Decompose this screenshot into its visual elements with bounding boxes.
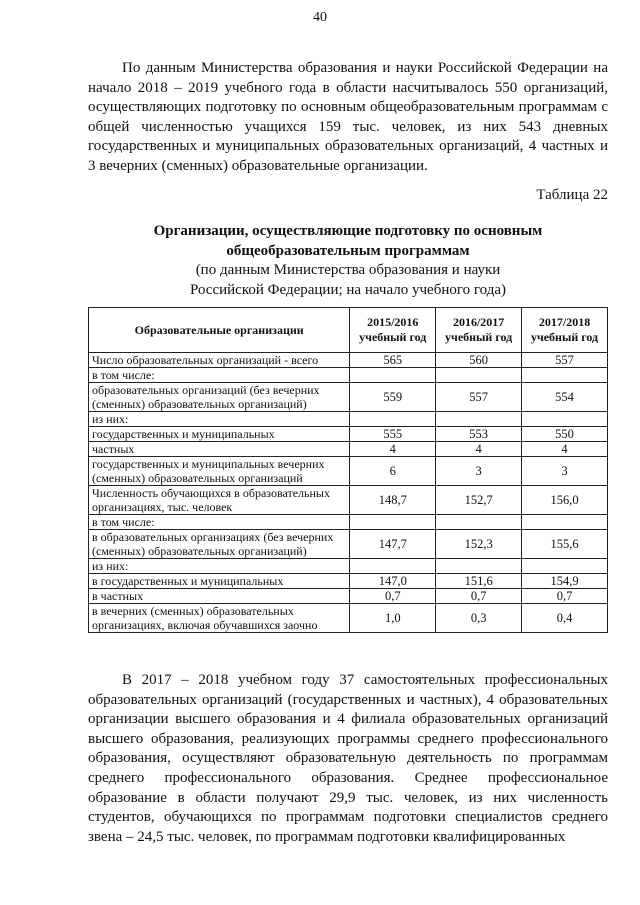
cell-value: 0,3 — [436, 604, 522, 633]
cell-value — [350, 412, 436, 427]
table-row — [89, 457, 608, 486]
cell-value: 156,0 — [522, 486, 608, 515]
row-label: в образовательных организациях (без вечерних (сменных) образовательных организаций) — [89, 530, 350, 559]
intro-paragraph: По данным Министерства образования и науки Российской Федерации на начало 2018 – 2019 учебного года в области насчитывалось 550 организаций, осуществляющих подготовку по основным общеобразовательным программам с общей численностью учащихся 159 тыс. человек, из них 543 дневных государственных и муниципальных образовательных организаций, 4 частных и 3 вечерних (сменных) образовательные организации. — [88, 60, 608, 174]
cell-value: 554 — [522, 383, 608, 412]
cell-value: 560 — [436, 353, 522, 368]
row-label: в том числе: — [89, 368, 350, 383]
cell-value: 147,0 — [350, 574, 436, 589]
table-subtitle-line-2: Российской Федерации; на начало учебного года) — [189, 281, 507, 298]
cell-value — [522, 368, 608, 383]
row-label: образовательных организаций (без вечерних (сменных) образовательных организаций) — [89, 383, 350, 412]
column-header: 2016/2017 учебный год — [436, 308, 522, 353]
cell-value — [522, 515, 608, 530]
cell-value: 1,0 — [350, 604, 436, 633]
cell-value: 555 — [350, 427, 436, 442]
cell-value: 4 — [436, 442, 522, 457]
table-row — [89, 383, 608, 412]
table-row — [89, 530, 608, 559]
table-row — [89, 368, 608, 383]
table-row — [89, 442, 608, 457]
table-row — [89, 486, 608, 515]
row-label: государственных и муниципальных — [89, 427, 350, 442]
table-row — [89, 427, 608, 442]
table-row — [89, 604, 608, 633]
organizations-table — [88, 307, 608, 633]
cell-value: 557 — [522, 353, 608, 368]
row-label: государственных и муниципальных вечерних (сменных) образовательных организаций — [89, 457, 350, 486]
row-label: Численность обучающихся в образовательных организациях, тыс. человек — [89, 486, 350, 515]
row-label: в государственных и муниципальных — [89, 574, 350, 589]
cell-value: 0,7 — [436, 589, 522, 604]
cell-value: 0,4 — [522, 604, 608, 633]
cell-value: 6 — [350, 457, 436, 486]
table-title-line-2: общеобразовательным программам — [226, 242, 470, 259]
column-header: 2015/2016 учебный год — [350, 308, 436, 353]
cell-value — [522, 559, 608, 574]
cell-value — [436, 368, 522, 383]
second-paragraph: В 2017 – 2018 учебном году 37 самостоятельных профессиональных образовательных организаций (государственных и частных), 4 образовательных организации высшего образования и 4 филиала образовательных организаций высшего образования, реализующих программы среднего профессионального образования, осуществляют образовательную деятельность по программам среднего профессионального образования. Среднее профессиональное образование в области получают 29,9 тыс. человек, из них численность студентов, обучающихся по программам подготовки специалистов среднего звена – 24,5 тыс. человек, по программам подготовки квалифицированных — [88, 672, 608, 845]
cell-value — [350, 368, 436, 383]
cell-value: 559 — [350, 383, 436, 412]
page-number: 40 — [313, 10, 327, 25]
table-title-line-1: Организации, осуществляющие подготовку по основным — [153, 223, 543, 239]
table-row — [89, 574, 608, 589]
column-header: Образовательные организации — [89, 308, 350, 353]
table-row — [89, 559, 608, 574]
cell-value: 4 — [350, 442, 436, 457]
table-row — [89, 353, 608, 368]
cell-value: 3 — [522, 457, 608, 486]
cell-value — [350, 515, 436, 530]
cell-value: 0,7 — [350, 589, 436, 604]
table-caption — [88, 222, 608, 300]
row-label: Число образовательных организаций - всего — [89, 353, 350, 368]
cell-value — [436, 515, 522, 530]
cell-value: 565 — [350, 353, 436, 368]
cell-value: 4 — [522, 442, 608, 457]
cell-value: 557 — [436, 383, 522, 412]
cell-value: 148,7 — [350, 486, 436, 515]
table-number: Таблица 22 — [536, 187, 608, 203]
cell-value — [436, 412, 522, 427]
table-row — [89, 412, 608, 427]
cell-value: 151,6 — [436, 574, 522, 589]
table-subtitle-line-1: (по данным Министерства образования и науки — [195, 262, 501, 278]
table-row — [89, 515, 608, 530]
cell-value: 553 — [436, 427, 522, 442]
table-row — [89, 589, 608, 604]
cell-value: 152,3 — [436, 530, 522, 559]
cell-value — [350, 559, 436, 574]
row-label: в частных — [89, 589, 350, 604]
cell-value: 550 — [522, 427, 608, 442]
row-label: из них: — [89, 559, 350, 574]
row-label: частных — [89, 442, 350, 457]
cell-value — [522, 412, 608, 427]
cell-value: 3 — [436, 457, 522, 486]
cell-value: 152,7 — [436, 486, 522, 515]
row-label: в вечерних (сменных) образовательных организациях, включая обучавшихся заочно — [89, 604, 350, 633]
cell-value: 0,7 — [522, 589, 608, 604]
table-header-row — [89, 308, 608, 353]
row-label: из них: — [89, 412, 350, 427]
row-label: в том числе: — [89, 515, 350, 530]
cell-value — [436, 559, 522, 574]
column-header: 2017/2018 учебный год — [522, 308, 608, 353]
cell-value: 147,7 — [350, 530, 436, 559]
cell-value: 154,9 — [522, 574, 608, 589]
cell-value: 155,6 — [522, 530, 608, 559]
